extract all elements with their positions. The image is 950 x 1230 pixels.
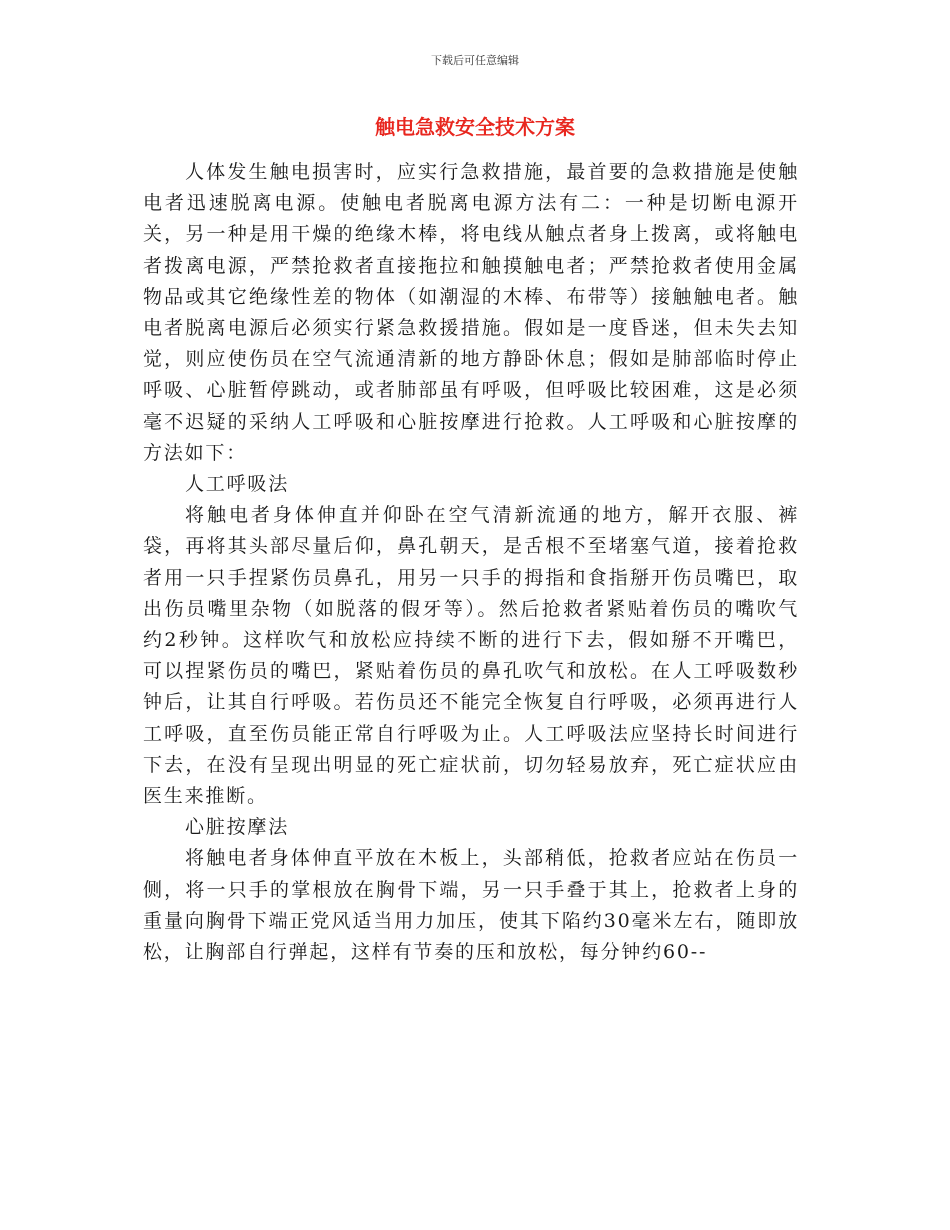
section-heading-heart-massage: 心脏按摩法 (185, 816, 290, 839)
intro-paragraph: 人体发生触电损害时，应实行急救措施，最首要的急救措施是使触电者迅速脱离电源。使触电者脱离电源方法有二：一种是切断电源开关，另一种是用干燥的绝缘木棒，将电线从触点者身上拨离，或将触电者拨离电源，严禁抢救者直接拖拉和触摸触电者；严禁抢救者使用金属物品或其它绝缘性差的物体（如潮湿的木棒、布带等）接触触电者。触电者脱离电源后必须实行紧急救援措施。假如是一度昏迷，但未失去知觉，则应使伤员在空气流通清新的地方静卧休息；假如是肺部临时停止呼吸、心脏暂停跳动，或者肺部虽有呼吸，但呼吸比较困难，这是必须毫不迟疑的采纳人工呼吸和心脏按摩进行抢救。人工呼吸和心脏按摩的方法如下： (143, 161, 799, 464)
artificial-respiration-paragraph: 将触电者身体伸直并仰卧在空气清新流通的地方，解开衣服、裤袋，再将其头部尽量后仰，鼻孔朝天，是舌根不至堵塞气道，接着抢救者用一只手捏紧伤员鼻孔，用另一只手的拇指和食指掰开伤员嘴巴，取出伤员嘴里杂物（如脱落的假牙等）。然后抢救者紧贴着伤员的嘴吹气约2秒钟。这样吹气和放松应持续不断的进行下去，假如掰不开嘴巴，可以捏紧伤员的嘴巴，紧贴着伤员的鼻孔吹气和放松。在人工呼吸数秒钟后，让其自行呼吸。若伤员还不能完全恢复自行呼吸，必须再进行人工呼吸，直至伤员能正常自行呼吸为止。人工呼吸法应坚持长时间进行下去，在没有呈现出明显的死亡症状前，切勿轻易放弃，死亡症状应由医生来推断。 (143, 504, 799, 808)
document-body (143, 157, 799, 968)
heart-massage-paragraph: 将触电者身体伸直平放在木板上，头部稍低，抢救者应站在伤员一侧，将一只手的掌根放在胸骨下端，另一只手叠于其上，抢救者上身的重量向胸骨下端正党风适当用力加压，使其下陷约30毫米左右，随即放松，让胸部自行弹起，这样有节奏的压和放松，每分钟约60-- (143, 847, 799, 964)
header-note: 下载后可任意编辑 (431, 54, 519, 67)
document-title: 触电急救安全技术方案 (375, 115, 575, 139)
section-heading-artificial-respiration: 人工呼吸法 (185, 473, 290, 496)
